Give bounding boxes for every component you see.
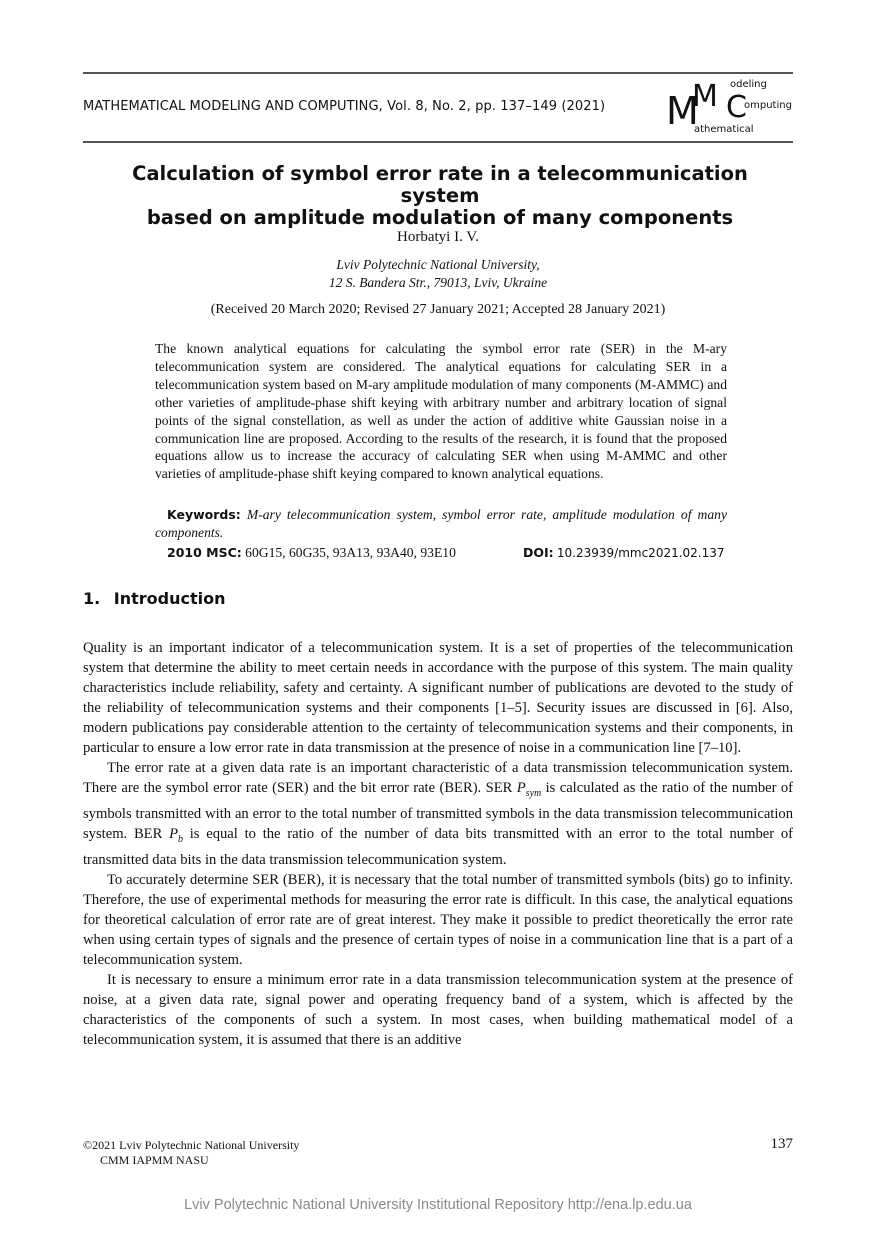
copyright <box>83 1138 299 1168</box>
journal-header: MATHEMATICAL MODELING AND COMPUTING, Vol. 8, No. 2, pp. 137–149 (2021) <box>83 99 606 114</box>
logo-word-omputing: omputing <box>744 100 792 111</box>
affiliation-line-1: Lviv Polytechnic National University, <box>336 257 540 272</box>
copyright-icon: © <box>83 1138 93 1152</box>
abstract: The known analytical equations for calculating the symbol error rate (SER) in the M-ary telecommunication system are considered. The analytical equations for calculating SER in a telecommunication system based on M-ary amplitude modulation of many components (M-AMMC) and other varieties of amplitude-phase shift keying with arbitrary number and arbitrary location of signal points of the signal constellation, as well as under the action of additive white Gaussian noise in a communication line are proposed. According to the results of the research, it is found that the proposed equations allow us to increase the accuracy of calculating SER when using M-AMMC and other varieties of amplitude-phase shift keying compared to known analytical equations. <box>155 341 727 482</box>
header-bottom-rule <box>83 141 793 143</box>
copyright-line-1: 2021 Lviv Polytechnic National University <box>92 1138 300 1152</box>
paragraph-3: To accurately determine SER (BER), it is necessary that the total number of transmitted symbols (bits) go to infinity. Therefore, the use of experimental methods for measuring the error rate is difficult. In this case, the analytical equations for theoretical calculation of error rate are of great interest. They make it possible to predict theoretically the error rate when using certain types of signals and the presence of certain types of noise in a communication line that is a part of a telecommunication system. <box>83 871 793 968</box>
symbol-p-b-subscript: b <box>178 833 183 845</box>
paragraph-4: It is necessary to ensure a minimum error rate in a data transmission telecommunication system at the presence of noise, at a given data rate, signal power and operating frequency band of a system, which is affected by the characteristics of the components of such a system. In most cases, when building mathematical model of a telecommunication system, it is assumed that there is an additive <box>83 971 793 1048</box>
keywords-label: Keywords: <box>167 507 241 522</box>
logo-letter-m-mathematical: M <box>666 89 699 133</box>
logo-letter-m-modeling: M <box>692 79 718 114</box>
copyright-line-2: CMM IAPMM NASU <box>100 1153 209 1167</box>
symbol-p-sym <box>516 780 542 799</box>
affiliation <box>0 256 876 292</box>
header-top-rule <box>83 72 793 74</box>
logo-word-athematical: athematical <box>694 124 754 135</box>
symbol-p-sym-subscript: sym <box>525 787 542 799</box>
symbol-p-b-base: P <box>169 825 178 842</box>
doi-link[interactable]: 10.23939/mmc2021.02.137 <box>556 546 725 560</box>
doi <box>523 545 725 561</box>
msc-label: 2010 MSC: <box>167 545 242 560</box>
keywords <box>155 506 727 542</box>
repository-watermark[interactable]: Lviv Polytechnic National University Institutional Repository http://ena.lp.edu.ua <box>184 1197 692 1213</box>
paragraph-2 <box>83 758 793 870</box>
paragraph-1: Quality is an important indicator of a telecommunication system. It is a set of properties of the telecommunication system that determine the ability to meet certain needs in accordance with the purpose of this system. The main quality characteristics include reliability, safety and certainty. A significant number of publications are devoted to the study of the reliability of telecommunication systems and their components [1–5]. Security issues are discussed in [6]. Also, modern publications pay considerable attention to the certainty of telecommunication systems and their components, in particular to ensure a low error rate in data transmission at the presence of noise in a communication line [7–10]. <box>83 640 793 756</box>
author: Horbatyi I. V. <box>397 229 479 245</box>
msc-value: 60G15, 60G35, 93A13, 93A40, 93E10 <box>245 545 456 560</box>
section-body <box>83 638 793 1050</box>
page-number: 137 <box>770 1136 793 1152</box>
logo-letter-c-computing: C <box>726 90 747 125</box>
paragraph-2-text-c: is equal to the ratio of the number of data bits transmitted with an error to the total number of transmitted data bits in the data transmission telecommunication system. <box>83 825 793 868</box>
symbol-p-sym-base: P <box>516 780 526 796</box>
article-title <box>90 163 790 229</box>
keywords-value: M-ary telecommunication system, symbol error rate, amplitude modulation of many components. <box>155 507 727 540</box>
paragraph-2-text-a: The error rate at a given data rate is an important characteristic of a data transmission telecommunication system. There are the symbol error rate (SER) and the bit error rate (BER). SER <box>83 760 793 796</box>
msc-codes <box>167 545 456 561</box>
title-line-1: Calculation of symbol error rate in a telecommunication system <box>132 162 748 207</box>
section-title: Introduction <box>113 589 226 608</box>
doi-label: DOI: <box>523 545 554 560</box>
section-heading <box>83 589 226 608</box>
affiliation-line-2: 12 S. Bandera Str., 79013, Lviv, Ukraine <box>328 275 548 290</box>
section-number: 1. <box>83 589 101 608</box>
journal-logo <box>664 76 794 138</box>
symbol-p-b <box>169 825 183 845</box>
paragraph-2-text-b: is calculated as the ratio of the number of symbols transmitted with an error to the total number of transmitted symbols in the data transmission telecommunication system. BER <box>83 780 793 842</box>
title-line-2: based on amplitude modulation of many components <box>146 206 734 229</box>
article-dates: (Received 20 March 2020; Revised 27 January 2021; Accepted 28 January 2021) <box>210 302 666 317</box>
logo-word-odeling: odeling <box>730 79 767 90</box>
